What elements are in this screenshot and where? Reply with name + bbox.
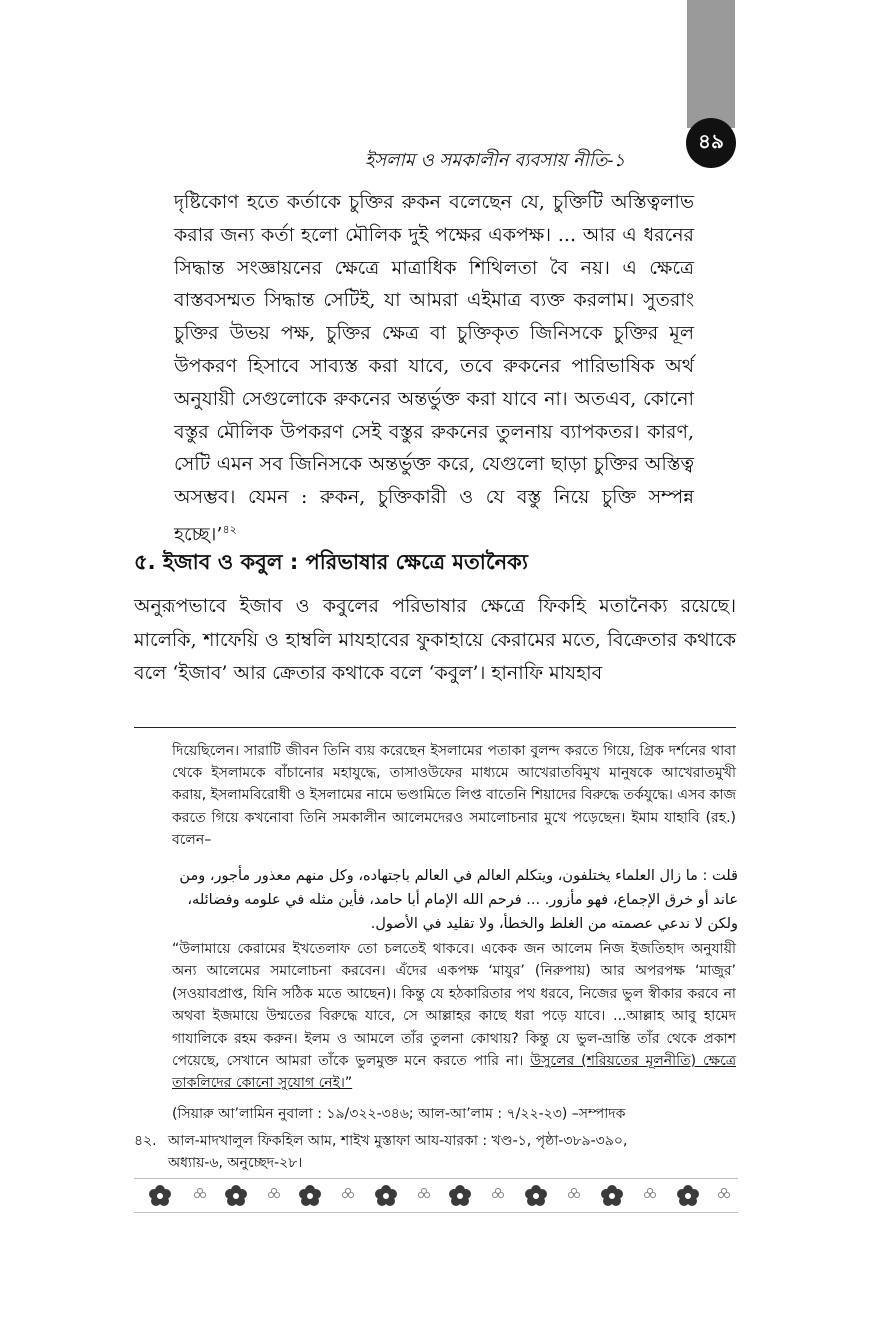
ornament-bottom-line [134,1212,738,1213]
footnote-text-continued: অধ্যায়-৬, অনুচ্ছেদ-২৮। [168,1155,303,1172]
body-paragraph: অনুরূপভাবে ইজাব ও কবুলের পরিভাষার ক্ষেত্রে ফিকহি মতানৈক্য রয়েছে। মালেকি, শাফেয়ি ও হাম্বলি মাযহাবের ফুকাহায়ে কেরামের মতে, বিক্রেতার কথাকে বলে ‘ইজাব’ আর ক্রেতার কথাকে বলে ‘কবুল’। হানাফি মাযহাব [134,595,736,684]
floral-ornament-border [134,1178,738,1214]
arabic-quotation: قلت : ما زال العلماء يختلفون، ويتكلم العالم في العالم باجتهاده، وكل منهم معذور مأجور، ومن عاند أو خرق الإجماع، فهو مأزور. ... فرحم الله الإمام أبا حامد، فأين مثله في علومه وفضائله، ولكن لا ندعي عصمته من الغلط والخطأ، ولا تقليد في الأصول. [179,868,738,932]
page-tab-bar [687,0,735,128]
ornament-top-line [134,1178,738,1179]
footnote-ref-42[interactable]: ৪২ [222,522,237,536]
footnote-citation: (সিয়ারু আ’লামিন নুবালা : ১৯/৩২২-৩৪৬; আল-আ’লাম : ৭/২২-২৩) –সম্পাদক [172,1106,626,1122]
footnote-divider [134,727,736,728]
flower-pattern-icon [134,1178,738,1214]
section-heading: ৫. ইজাব ও কবুল : পরিভাষার ক্ষেত্রে মতানৈক্য [134,550,528,574]
footnote-translation [172,938,736,1095]
page-number-badge: ৪৯ [686,118,736,168]
translation-text: “উলামায়ে কেরামের ইখতেলাফ তো চলতেই থাকবে। একেক জন আলেম নিজ ইজতিহাদ অনুযায়ী অন্য আলেমের সমালোচনা করবেন। এঁদের একপক্ষ ‘মাযুর’ (নিরুপায়) আর অপরপক্ষ ‘মাজুর’ (সওয়াবপ্রাপ্ত, যিনি সঠিক মতে আছেন)। কিন্তু যে হঠকারিতার পথ ধরবে, নিজের ভুল স্বীকার করবে না অথবা ইজমায়ে উম্মতের বিরুদ্ধে যাবে, সে আল্লাহর কাছে ধরা পড়ে যাবে। ...আল্লাহ আবু হামেদ গাযালিকে রহম করুন। ইলম ও আমলে তাঁর তুলনা কোথায়? কিন্তু যে ভুল-ভ্রান্তি তাঁর থেকে প্রকাশ পেয়েছে, সেখানে আমরা তাঁকে ভুলমুক্ত মনে করতে পারি না। [172,941,736,1070]
footnote-continued-text: দিয়েছিলেন। সারাটি জীবন তিনি ব্যয় করেছেন ইসলামের পতাকা বুলন্দ করতে গিয়ে, গ্রিক দর্শনের থাবা থেকে ইসলামকে বাঁচানোর মহাযুদ্ধে, তাসাওউফের মাধ্যমে আখেরাতবিমুখ মানুষকে আখেরাতমুখী করায়, ইসলামবিরোধী ও ইসলামের নামে ভণ্ডামিতে লিপ্ত বাতেনি শিয়াদের বিরুদ্ধে তর্কযুদ্ধে। এসব কাজ করতে গিয়ে কখনোবা তিনি সমকালীন আলেমদেরও সমালোচনার মুখে পড়েছেন। ইমাম যাহাবি (রহ.) বলেন– [172,743,736,848]
running-header-title: ইসলাম ও সমকালীন ব্যবসায় নীতি-১ [364,150,626,171]
footnote-text: আল-মাদখালুল ফিকহিল আম, শাইখ মুস্তাফা আয-যারকা : খণ্ড-১, পৃষ্ঠা-৩৮৯-৩৯০, [168,1133,628,1149]
footnote-number: ৪২. [134,1133,157,1149]
quote-text: দৃষ্টিকোণ হতে কর্তাকে চুক্তির রুকন বলেছেন যে, চুক্তিটি অস্তিত্বলাভ করার জন্য কর্তা হলো মৌলিক দুই পক্ষের একপক্ষ। ... আর এ ধরনের সিদ্ধান্ত সংজ্ঞায়নের ক্ষেত্রে মাত্রাধিক শিথিলতা বৈ নয়। এ ক্ষেত্রে বাস্তবসম্মত সিদ্ধান্ত সেটিই, যা আমরা এইমাত্র ব্যক্ত করলাম। সুতরাং চুক্তির উভয় পক্ষ, চুক্তির ক্ষেত্র বা চুক্তিকৃত জিনিসকে চুক্তির মূল উপকরণ হিসাবে সাব্যস্ত করা যাবে, তবে রুকনের পারিভাষিক অর্থ অনুযায়ী সেগুলোকে রুকনের অন্তর্ভুক্ত করা যাবে না। অতএব, কোনো বস্তুর মৌলিক উপকরণ সেই বস্তুর রুকনের তুলনায় ব্যাপকতর। কারণ, সেটি এমন সব জিনিসকে অন্তর্ভুক্ত করে, যেগুলো ছাড়া চুক্তির অস্তিত্ব অসম্ভব। যেমন : রুকন, চুক্তিকারী ও যে বস্তু নিয়ে চুক্তি সম্পন্ন হচ্ছে।’ [174,191,694,546]
translation-underlined-text: উসুলের (শরিয়তের মূলনীতি) ক্ষেত্রে তাকলিদের কোনো সুযোগ নেই।” [172,1053,736,1092]
block-quote [174,186,694,551]
footnote-42 [134,1130,736,1175]
